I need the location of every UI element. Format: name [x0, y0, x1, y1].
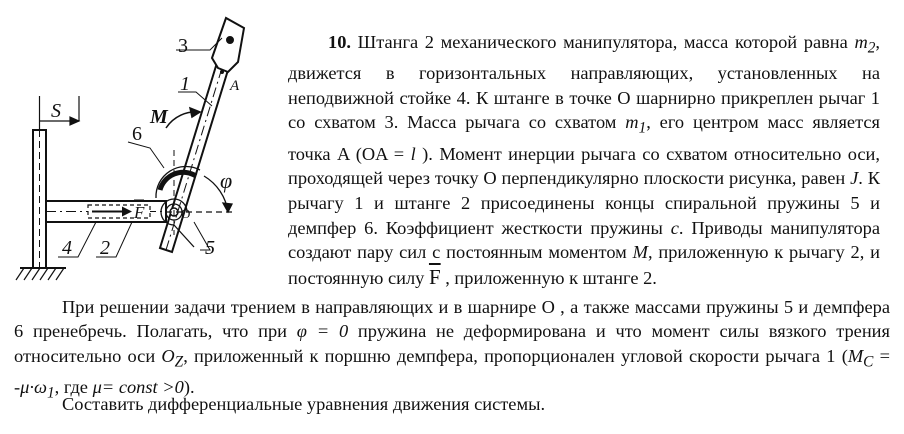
- label-f: F: [134, 203, 145, 222]
- problem-text-d: ). Момент инерции рычага со схватом относительно оси, проходящей через точку O перпендикулярно плоскости рисунка, равен: [288, 143, 880, 189]
- label-1: 1: [180, 73, 190, 95]
- symbol-m2-sub: 2: [867, 39, 876, 57]
- problem-text-e: . К рычагу 1 и штанге 2 присоединены концы спиральной пружины 5 и демпфер 6. Коэффициент жесткости пружины: [288, 168, 880, 238]
- assumptions-text-d: , где: [54, 376, 93, 397]
- problem-text-c: , его центром масс является точка A (OA =: [288, 112, 880, 164]
- label-6: 6: [132, 123, 142, 145]
- symbol-m: M: [632, 242, 648, 263]
- gripper-3: [212, 18, 244, 72]
- task-text: Составить дифференциальные уравнения движения системы.: [62, 394, 546, 414]
- label-phi: φ: [220, 168, 233, 193]
- problem-text-g: , приложенную к рычагу 2, и постоянную силу: [288, 242, 881, 288]
- mu-const: μ= const >0: [92, 376, 184, 397]
- label-a: A: [230, 78, 240, 94]
- symbol-l: l: [410, 143, 416, 164]
- assumptions-text-b: пружина не деформирована и что момент силы вязкого трения относительно оси: [14, 321, 890, 366]
- label-5: 5: [205, 237, 215, 259]
- assumptions-text-c: , приложенный к поршню демпфера, пропорционален угловой скорости рычага 1 (: [183, 345, 848, 366]
- label-o: O: [181, 206, 191, 221]
- label-s: S: [51, 100, 61, 122]
- symbol-m2: m: [854, 32, 868, 52]
- symbol-c: c: [670, 217, 679, 238]
- assumptions-text-e: ).: [183, 376, 195, 397]
- mc-equals: = -: [14, 345, 890, 397]
- ground-hatch: [16, 268, 66, 280]
- phi-equals-zero: φ = 0: [296, 321, 349, 342]
- symbol-m1: m: [625, 112, 639, 133]
- mechanism-figure: [0, 0, 290, 295]
- label-2: 2: [100, 237, 110, 259]
- label-3: 3: [178, 35, 188, 57]
- mu-omega: μ·ω: [20, 376, 47, 397]
- label-4: 4: [62, 237, 72, 259]
- problem-text-f: . Приводы манипулятора создают пару сил с постоянным моментом: [288, 217, 880, 263]
- symbol-oz-sub: Z: [174, 353, 184, 371]
- symbol-f-vector: $\overline{F}$: [428, 264, 441, 289]
- symbol-oz: O: [161, 345, 175, 366]
- problem-statement: [288, 30, 880, 290]
- assumptions-paragraph: [14, 295, 890, 406]
- problem-text-a: Штанга 2 механического манипулятора, масса которой равна: [357, 32, 855, 52]
- problem-number: 10.: [328, 32, 351, 52]
- moment-m-arrow: [166, 108, 200, 128]
- omega-sub: 1: [46, 384, 55, 402]
- problem-text-b: , движется в горизонтальных направляющих, установленных на неподвижной стойке 4. К штанге в точке O шарнирно прикреплен рычаг 1 со схватом 3. Масса рычага со схватом: [288, 32, 880, 133]
- symbol-mc-sub: C: [863, 353, 874, 371]
- symbol-mc: M: [847, 345, 864, 366]
- symbol-j: J: [850, 168, 859, 189]
- problem-text-h: , приложенную к штанге 2.: [440, 267, 657, 288]
- assumptions-text-a: При решении задачи трением в направляющих и в шарнире O , а также массами пружины 5 и демпфера 6 пренебречь. Полагать, что при: [14, 297, 890, 342]
- label-m: M: [150, 106, 168, 128]
- symbol-m1-sub: 1: [638, 120, 647, 138]
- task-paragraph: [14, 392, 890, 416]
